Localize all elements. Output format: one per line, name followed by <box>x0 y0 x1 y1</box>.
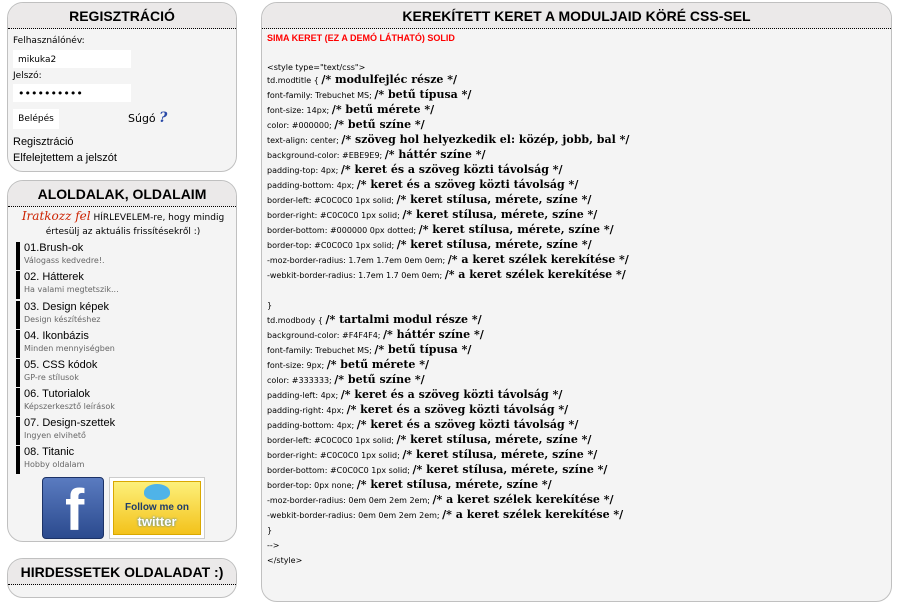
nav-item-sub: Hobby oldalam <box>24 460 85 469</box>
code-text: border-bottom: #000000 0px dotted; <box>267 226 419 235</box>
code-comment: /* háttér színe */ <box>384 148 486 161</box>
newsletter-text-1: HÍRLEVELEM-re, hogy mindig <box>90 213 225 223</box>
code-text: border-top: #C0C0C0 1px solid; <box>267 241 397 250</box>
nav-item-design-szettek[interactable] <box>16 417 231 445</box>
subpages-title: ALOLDALAK, OLDALAIM <box>8 181 236 207</box>
nav-item-titanic[interactable] <box>16 446 231 474</box>
nav-item-sub: Design készítéshez <box>24 315 101 324</box>
code-comment: /* keret stílusa, mérete, színe */ <box>396 238 592 251</box>
login-title: REGISZTRÁCIÓ <box>8 3 236 29</box>
code-comment: /* a keret szélek kerekítése */ <box>442 508 624 521</box>
register-link[interactable]: Regisztráció <box>13 136 74 148</box>
code-line <box>267 263 626 282</box>
code-comment: /* háttér színe */ <box>383 328 484 341</box>
newsletter-link[interactable]: Iratkozz fel <box>21 209 91 223</box>
nav-item-title: 08. Titanic <box>24 446 75 458</box>
nav-item-sub: GP-re stílusok <box>24 373 79 382</box>
help-mark: ? <box>159 110 168 126</box>
help-label: Súgó <box>128 112 156 125</box>
code-comment: /* keret és a szöveg közti távolság */ <box>340 388 563 401</box>
nav-item-sub: Ingyen elvihető <box>24 431 86 440</box>
password-input[interactable]: •••••••••• <box>13 84 131 102</box>
code-comment: /* betű mérete */ <box>326 358 430 371</box>
code-comment: /* a keret szélek kerekítése */ <box>447 253 629 266</box>
code-comment: /* betű típusa */ <box>374 343 472 356</box>
code-text: border-left: #C0C0C0 1px solid; <box>267 196 397 205</box>
code-text: border-top: 0px none; <box>267 481 357 490</box>
code-text: -webkit-border-radius: 0em 0em 2em 2em; <box>267 511 443 520</box>
code-comment: /* betű színe */ <box>334 373 425 386</box>
nav-item-title: 06. Tutorialok <box>24 388 91 400</box>
nav-item-title: 05. CSS kódok <box>24 359 98 371</box>
code-comment: /* betű típusa */ <box>374 88 472 101</box>
nav-item-sub: Ha valami megtetszik... <box>24 285 119 294</box>
code-text: font-size: 9px; <box>267 361 327 370</box>
login-box <box>7 2 237 172</box>
code-text: padding-bottom: 4px; <box>267 421 357 430</box>
main-title: KEREKÍTETT KERET A MODULJAID KÖRÉ CSS-SEL <box>262 3 891 29</box>
code-line <box>267 548 302 567</box>
login-button[interactable]: Belépés <box>13 109 59 129</box>
twitter-button[interactable] <box>109 477 205 539</box>
nav-item-sub: Válogass kedvedre!. <box>24 256 105 265</box>
code-comment: /* modulfejléc része */ <box>321 73 458 86</box>
password-label: Jelszó: <box>13 71 42 81</box>
code-comment: /* keret és a szöveg közti távolság */ <box>356 178 579 191</box>
code-comment: /* szöveg hol helyezkedik el: közép, jobb, bal */ <box>341 133 630 146</box>
code-comment: /* a keret szélek kerekítése */ <box>432 493 614 506</box>
username-label: Felhasználónév: <box>13 36 85 46</box>
code-comment: /* keret stílusa, mérete, színe */ <box>396 193 592 206</box>
code-text: border-right: #C0C0C0 1px solid; <box>267 451 403 460</box>
twitter-bird-icon <box>144 484 170 500</box>
code-comment: /* keret és a szöveg közti távolság */ <box>346 403 569 416</box>
forgot-password-link[interactable]: Elfelejtettem a jelszót <box>13 152 117 164</box>
code-text: } <box>267 301 273 310</box>
code-text: text-align: center; <box>267 136 342 145</box>
code-comment: /* a keret szélek kerekítése */ <box>444 268 626 281</box>
nav-item-sub: Képszerkesztő leírások <box>24 402 115 411</box>
code-text: border-bottom: #C0C0C0 1px solid; <box>267 466 413 475</box>
advertise-title: HIRDESSETEK OLDALADAT :) <box>8 559 236 585</box>
code-text: td.modtitle { <box>267 76 322 85</box>
username-input[interactable]: mikuka2 <box>13 50 131 68</box>
code-comment: /* keret stílusa, mérete, színe */ <box>356 478 552 491</box>
main-content-box <box>261 2 892 602</box>
nav-item-title: 04. Ikonbázis <box>24 330 89 342</box>
help-link[interactable] <box>128 110 167 126</box>
newsletter-text <box>8 209 238 239</box>
code-text: font-size: 14px; <box>267 106 332 115</box>
code-comment: /* keret stílusa, mérete, színe */ <box>412 463 608 476</box>
code-comment: /* tartalmi modul része */ <box>325 313 482 326</box>
nav-item-sub: Minden mennyiségben <box>24 344 115 353</box>
code-text: font-family: Trebuchet MS; <box>267 91 375 100</box>
nav-item-hatterek[interactable] <box>16 271 231 299</box>
nav-item-tutorialok[interactable] <box>16 388 231 416</box>
code-comment: /* betű színe */ <box>334 118 425 131</box>
code-text: padding-right: 4px; <box>267 406 347 415</box>
code-text: --> <box>267 541 280 550</box>
code-text: padding-top: 4px; <box>267 166 341 175</box>
code-comment: /* keret és a szöveg közti távolság */ <box>356 418 579 431</box>
facebook-button[interactable] <box>42 477 104 539</box>
code-line <box>267 503 623 522</box>
code-text: padding-left: 4px; <box>267 391 341 400</box>
newsletter-text-2: értesülj az aktuális frissítésekről :) <box>45 227 201 237</box>
twitter-badge <box>113 481 201 535</box>
code-text: td.modbody { <box>267 316 326 325</box>
nav-item-design-kepek[interactable] <box>16 301 231 329</box>
code-text: border-right: #C0C0C0 1px solid; <box>267 211 403 220</box>
code-text: <style type="text/css"> <box>267 63 366 72</box>
code-text: } <box>267 526 273 535</box>
code-text: color: #000000; <box>267 121 335 130</box>
twitter-line-2: twitter <box>137 514 177 529</box>
code-text: padding-bottom: 4px; <box>267 181 357 190</box>
code-text: </style> <box>267 556 303 565</box>
code-text: background-color: #EBE9E9; <box>267 151 385 160</box>
code-text: font-family: Trebuchet MS; <box>267 346 375 355</box>
nav-item-css-kodok[interactable] <box>16 359 231 387</box>
nav-item-ikonbazis[interactable] <box>16 330 231 358</box>
code-comment: /* betű mérete */ <box>331 103 435 116</box>
code-comment: /* keret és a szöveg közti távolság */ <box>340 163 563 176</box>
code-text: -moz-border-radius: 0em 0em 2em 2em; <box>267 496 433 505</box>
nav-item-title: 03. Design képek <box>24 301 109 313</box>
code-text: -moz-border-radius: 1.7em 1.7em 0em 0em; <box>267 256 448 265</box>
nav-item-title: 02. Hátterek <box>24 271 84 283</box>
code-comment: /* keret stílusa, mérete, színe */ <box>418 223 614 236</box>
code-comment: /* keret stílusa, mérete, színe */ <box>396 433 592 446</box>
main-subtitle: SIMA KERET (EZ A DEMÓ LÁTHATÓ) SOLID <box>267 33 455 43</box>
code-comment: /* keret stílusa, mérete, színe */ <box>402 208 598 221</box>
code-comment: /* keret stílusa, mérete, színe */ <box>402 448 598 461</box>
nav-item-brushok[interactable] <box>16 242 231 270</box>
facebook-icon: f <box>65 478 85 539</box>
nav-item-title: 01.Brush-ok <box>24 242 84 254</box>
code-text: background-color: #F4F4F4; <box>267 331 384 340</box>
code-text: border-left: #C0C0C0 1px solid; <box>267 436 397 445</box>
code-text: -webkit-border-radius: 1.7em 1.7 0em 0em; <box>267 271 445 280</box>
advertise-box <box>7 558 237 598</box>
nav-item-title: 07. Design-szettek <box>24 417 116 429</box>
twitter-line-1: Follow me on <box>125 502 189 513</box>
code-text: color: #333333; <box>267 376 335 385</box>
subpages-box <box>7 180 237 542</box>
